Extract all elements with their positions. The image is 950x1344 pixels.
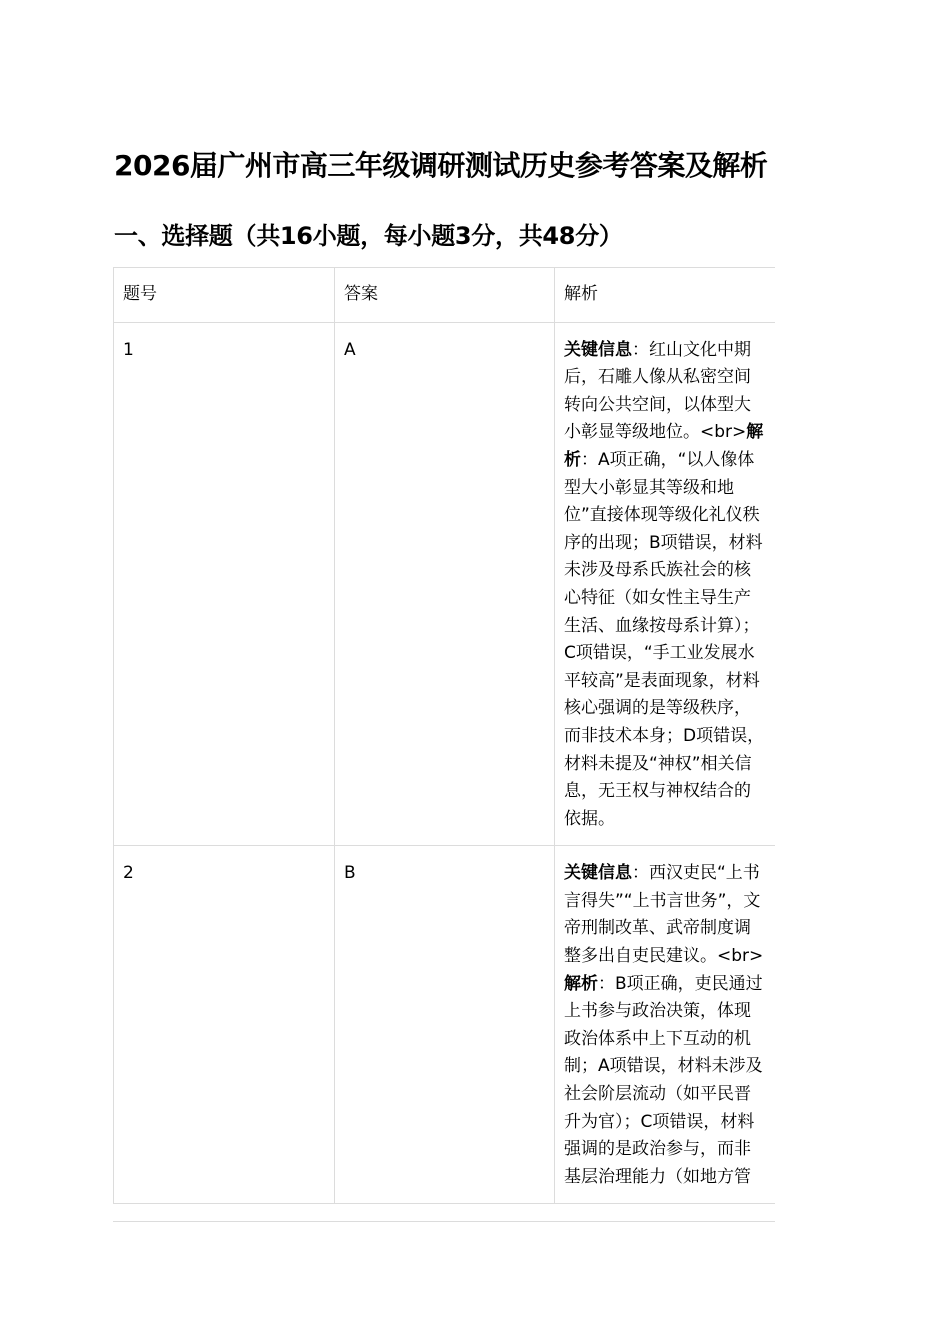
answer-table-container [113,267,775,1222]
analysis-label: 解析 [564,422,764,470]
question-number-cell: 1 [114,322,335,846]
answer-cell: A [335,322,555,846]
header-question-number: 题号 [114,268,335,323]
analysis-label: 解析 [564,973,598,994]
analysis-text: ：B项正确，吏民通过上书参与政治决策，体现政治体系中上下互动的机制；A项错误，材料未涉及社会阶层流动（如平民晋升为官）；C项错误，材料强调的是政治参与，而非基层治理能力（如地方管 [564,973,763,1187]
table-row [114,846,776,1204]
header-analysis: 解析 [555,268,776,323]
question-number-cell: 2 [114,846,335,1204]
table-header-row [114,268,776,323]
document-title: 2026届广州市高三年级调研测试历史参考答案及解析 [114,149,768,182]
key-info-text: ：西汉吏民“上书言得失”“上书言世务”，文帝刑制改革、武帝制度调整多出自吏民建议。<br> [564,863,764,967]
answer-cell: B [335,846,555,1204]
analysis-cell [555,322,776,846]
table-body [114,322,776,1204]
section-title: 一、选择题（共16小题，每小题3分，共48分） [114,222,623,250]
key-info-label: 关键信息 [564,863,632,884]
table-row [114,322,776,846]
answer-table [113,267,775,1204]
table-header [114,268,776,323]
key-info-text: ：红山文化中期后，石雕人像从私密空间转向公共空间，以体型大小彰显等级地位。<br> [564,339,751,443]
header-answer: 答案 [335,268,555,323]
analysis-text: ：A项正确，“以人像体型大小彰显其等级和地位”直接体现等级化礼仪秩序的出现；B项错误，材料未涉及母系氏族社会的核心特征（如女性主导生产生活、血缘按母系计算）；C项错误，“手工业发展水平较高”是表面现象，材料核心强调的是等级秩序，而非技术本身；D项错误，材料未提及“神权”相关信息，无王权与神权结合的依据。 [564,449,765,829]
key-info-label: 关键信息 [564,339,632,360]
analysis-cell [555,846,776,1204]
